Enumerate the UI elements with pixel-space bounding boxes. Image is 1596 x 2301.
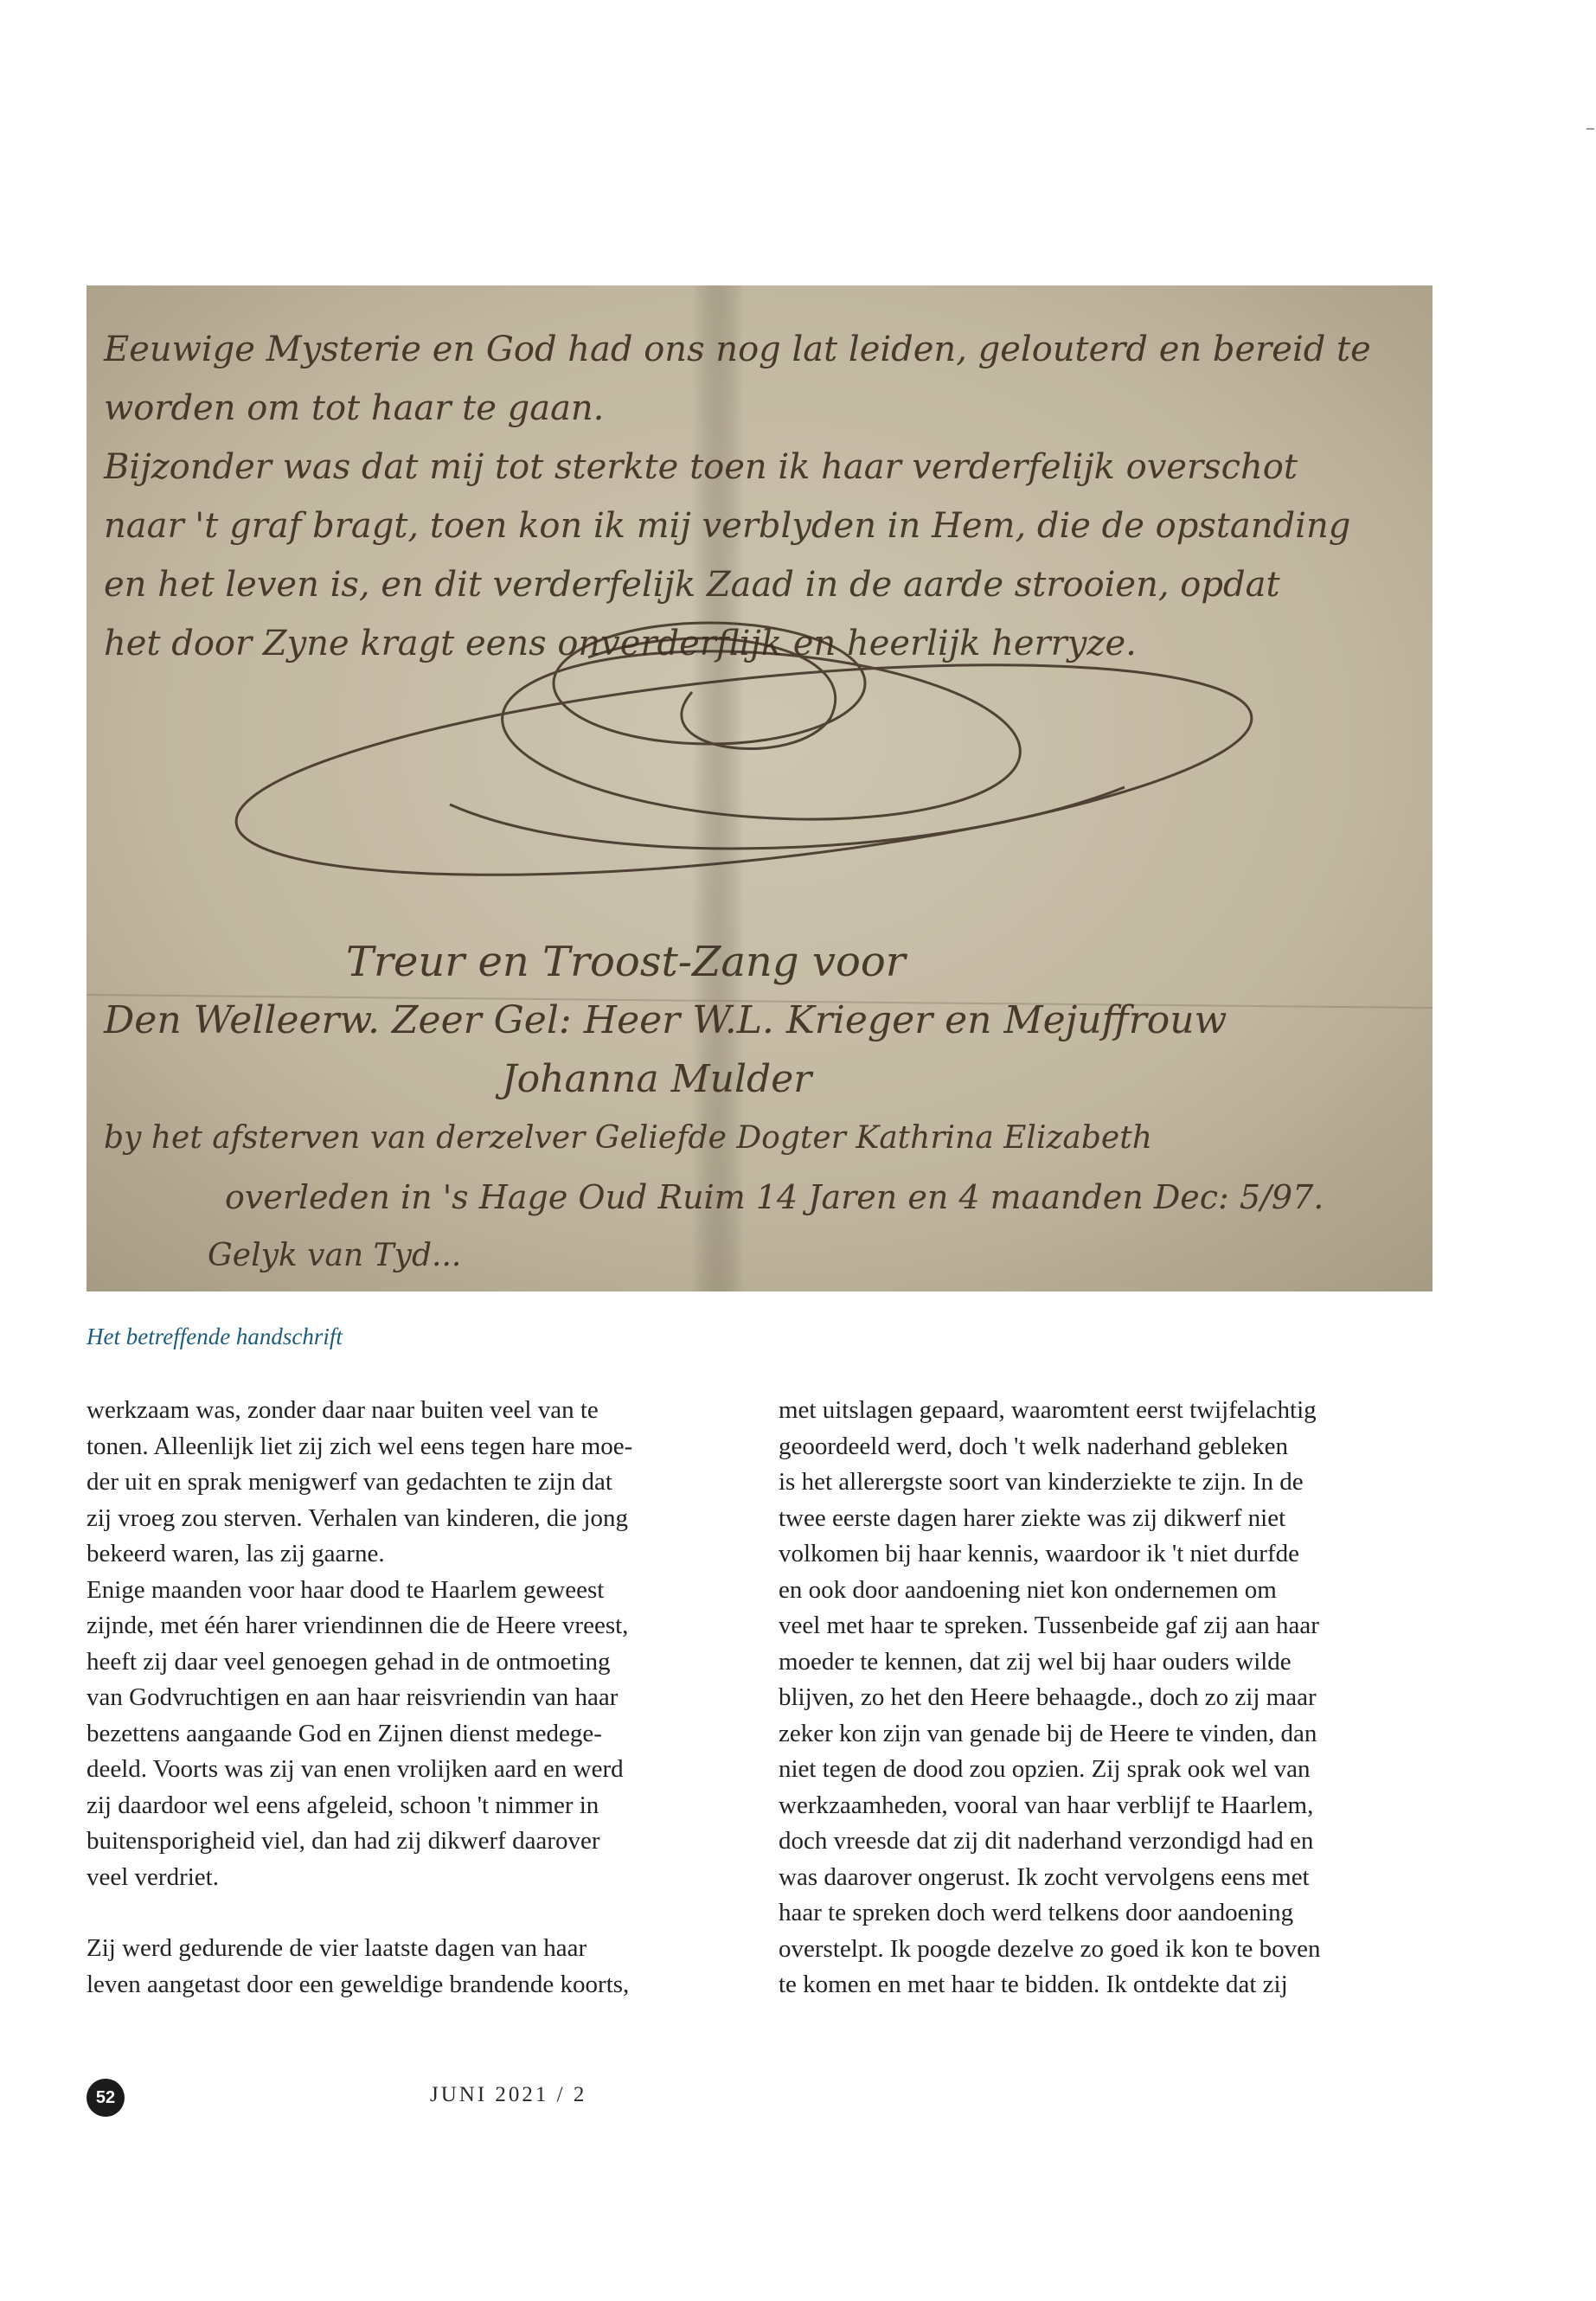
manuscript-line: overleden in 's Hage Oud Ruim 14 Jaren en 4 maanden Dec: 5/97. — [225, 1178, 1324, 1216]
manuscript-line: en het leven is, en dit verderfelijk Zaad in de aarde strooien, opdat — [104, 565, 1280, 605]
paragraph: Enige maanden voor haar dood te Haarlem geweest zijnde, met één harer vriendinnen die de Heere vreest, heeft zij daar veel genoegen gehad in de ontmoeting van Godvruchtigen en aan haar reisvriendin van haar bezettens aangaande God en Zijnen dienst medege- deeld. Voorts was zij van enen vrolijken aard en werd zij daardoor wel eens afgeleid, schoon 't nimmer in buitensporigheid viel, dan had zij dikwerf daarover veel verdriet. — [87, 1575, 629, 1891]
manuscript-line: Bijzonder was dat mij tot sterkte toen ik haar verderfelijk overschot — [104, 447, 1298, 487]
manuscript-line: het door Zyne kragt eens onverderflijk en heerlijk herryze. — [104, 624, 1137, 663]
manuscript-line: naar 't graf bragt, toen kon ik mij verblyden in Hem, die de opstanding — [104, 506, 1351, 546]
edge-mark — [1586, 128, 1594, 130]
paragraph: met uitslagen gepaard, waaromtent eerst twijfelachtig geoordeeld werd, doch 't welk naderhand gebleken is het allerergste soort van kinderziekte te zijn. In de twee eerste dagen harer ziekte was zij dikwerf niet volkomen bij haar kennis, waardoor ik 't niet durfde en ook door aandoening niet kon ondernemen om veel met haar te spreken. Tussenbeide gaf zij aan haar moeder te kennen, dat zij wel bij haar ouders wilde blijven, zo het den Heere behaagde., doch zo zij maar zeker kon zijn van genade bij de Heere te vinden, dan niet tegen de dood zou opzien. Zij sprak ook wel van werkzaamheden, vooral van haar verblijf te Haarlem, doch vreesde dat zij dit naderhand verzondigd had en was daarover ongerust. Ik zocht vervolgens eens met haar te spreken doch werd telkens door aandoening overstelpt. Ik poogde dezelve zo goed ik kon te boven te komen en met haar te bidden. Ik ontdekte dat zij — [779, 1396, 1321, 1998]
manuscript-line: Johanna Mulder — [502, 1057, 812, 1101]
manuscript-line: Gelyk van Tyd... — [208, 1238, 462, 1273]
issue-label: JUNI 2021 / 2 — [430, 2083, 587, 2106]
paragraph: Zij werd gedurende de vier laatste dagen van haar leven aangetast door een geweldige brandende koorts, — [87, 1934, 630, 1998]
manuscript-line: Eeuwige Mysterie en God had ons nog lat leiden, gelouterd en bereid te — [104, 330, 1371, 369]
manuscript-line: worden om tot haar te gaan. — [104, 388, 605, 428]
manuscript-line: by het afsterven van derzelver Geliefde Dogter Kathrina Elizabeth — [104, 1120, 1152, 1156]
text-column-right — [779, 1393, 1436, 2003]
manuscript-line: Den Welleerw. Zeer Gel: Heer W.L. Krieger en Mejuffrouw — [104, 998, 1227, 1042]
manuscript-photo — [87, 285, 1433, 1292]
text-column-left — [87, 1393, 744, 2003]
figure-caption: Het betreffende handschrift — [87, 1324, 343, 1349]
manuscript-line: Treur en Troost-Zang voor — [346, 938, 906, 986]
page-number-badge: 52 — [87, 2079, 125, 2117]
manuscript-text — [104, 320, 1419, 1285]
paragraph: werkzaam was, zonder daar naar buiten veel van te tonen. Alleenlijk liet zij zich wel eens tegen hare moe- der uit en sprak menigwerf van gedachten te zijn dat zij vroeg zou sterven. Verhalen van kinderen, die jong bekeerd waren, las zij gaarne. — [87, 1396, 633, 1567]
